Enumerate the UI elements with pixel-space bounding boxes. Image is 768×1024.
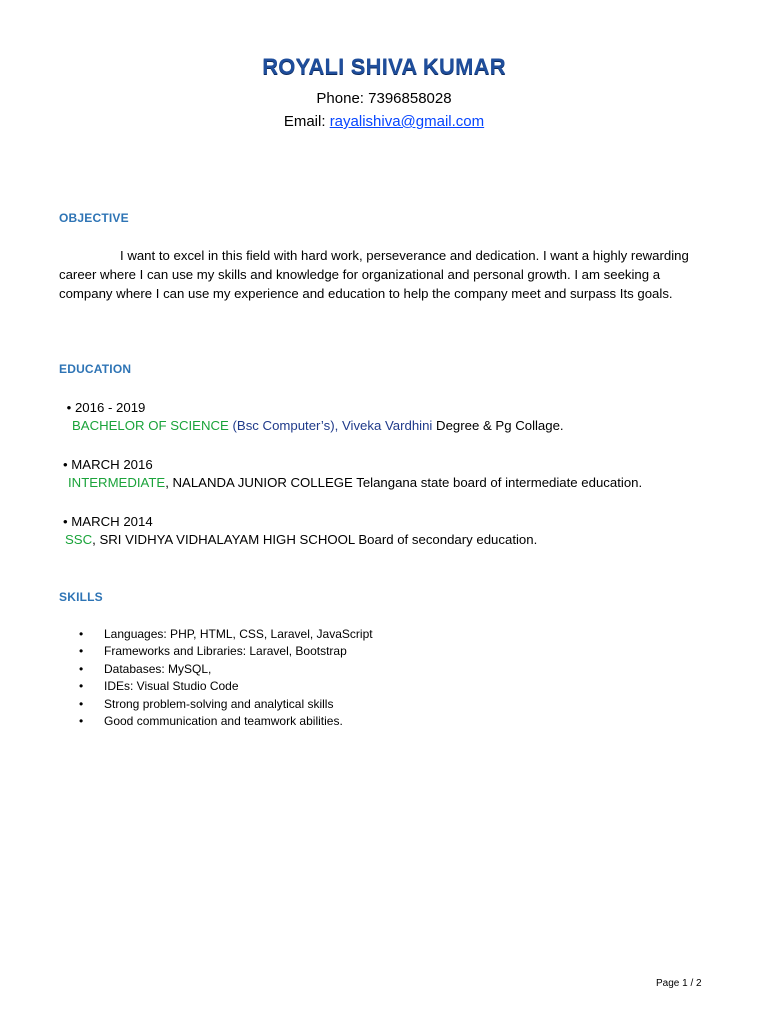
list-item: [79, 661, 373, 678]
objective-text: I want to excel in this field with hard work, perseverance and dedication. I want a highly rewarding career where I can use my skills and knowledge for organizational and personal growth. I am seeking a company where I can use my experience and education to help the company meet and surpass Its goals.: [59, 248, 689, 301]
skill-text: Good communication and teamwork abilities.: [104, 714, 343, 729]
education-heading: EDUCATION: [59, 362, 132, 376]
education-detail: [63, 417, 564, 435]
education-entry: [63, 399, 564, 435]
page-number: Page 1 / 2: [656, 978, 702, 989]
skill-text: Strong problem-solving and analytical skills: [104, 696, 334, 711]
objective-heading: OBJECTIVE: [59, 211, 129, 225]
list-item: [79, 626, 373, 643]
education-entry: [63, 456, 642, 492]
institution-name: Viveka Vardhini: [341, 418, 433, 433]
bullet-icon: •: [79, 696, 84, 711]
email-link[interactable]: rayalishiva@gmail.com: [329, 113, 485, 130]
candidate-name: ROYALI SHIVA KUMAR: [262, 54, 506, 79]
skill-text: Frameworks and Libraries: Laravel, Bootstrap: [104, 644, 347, 659]
list-item: [79, 696, 373, 713]
skills-list: [79, 626, 373, 730]
bullet-icon: •: [79, 644, 84, 659]
email-line: [0, 113, 768, 130]
bullet-icon: •: [79, 627, 84, 641]
list-item: [79, 713, 373, 730]
list-item: [79, 678, 373, 695]
degree-specialization: (Bsc Computer’s),: [232, 418, 339, 433]
degree-name: INTERMEDIATE: [68, 475, 166, 490]
education-rest: , SRI VIDHYA VIDHALAYAM HIGH SCHOOL Board of secondary education.: [92, 532, 538, 547]
bullet-icon: •: [63, 457, 68, 472]
phone-number: 7396858028: [368, 90, 452, 107]
education-rest: Degree & Pg Collage.: [436, 418, 564, 433]
skill-text: Databases: MySQL,: [104, 661, 212, 676]
education-detail: [63, 531, 537, 549]
education-period: [63, 456, 642, 474]
bullet-icon: •: [79, 714, 84, 729]
bullet-icon: •: [79, 661, 84, 676]
degree-name: SSC: [65, 532, 93, 547]
education-period: [63, 513, 537, 531]
phone-line: [0, 90, 768, 107]
education-rest: , NALANDA JUNIOR COLLEGE Telangana state board of intermediate education.: [165, 475, 643, 490]
bullet-icon: •: [66, 400, 72, 415]
degree-name: BACHELOR OF SCIENCE: [72, 418, 229, 433]
bullet-icon: •: [79, 679, 84, 694]
skill-text: IDEs: Visual Studio Code: [104, 679, 239, 694]
phone-label: Phone:: [316, 90, 369, 107]
education-period-text: 2016 - 2019: [74, 400, 146, 415]
skill-text: Languages: PHP, HTML, CSS, Laravel, JavaScript: [104, 627, 373, 641]
bullet-icon: •: [63, 514, 68, 529]
education-period: [63, 399, 564, 417]
email-label: Email:: [283, 113, 330, 130]
list-item: [79, 643, 373, 660]
education-detail: [63, 474, 642, 492]
education-period-text: MARCH 2014: [71, 514, 153, 529]
education-period-text: MARCH 2016: [71, 457, 153, 472]
skills-heading: SKILLS: [59, 590, 103, 604]
education-entry: [63, 513, 537, 549]
